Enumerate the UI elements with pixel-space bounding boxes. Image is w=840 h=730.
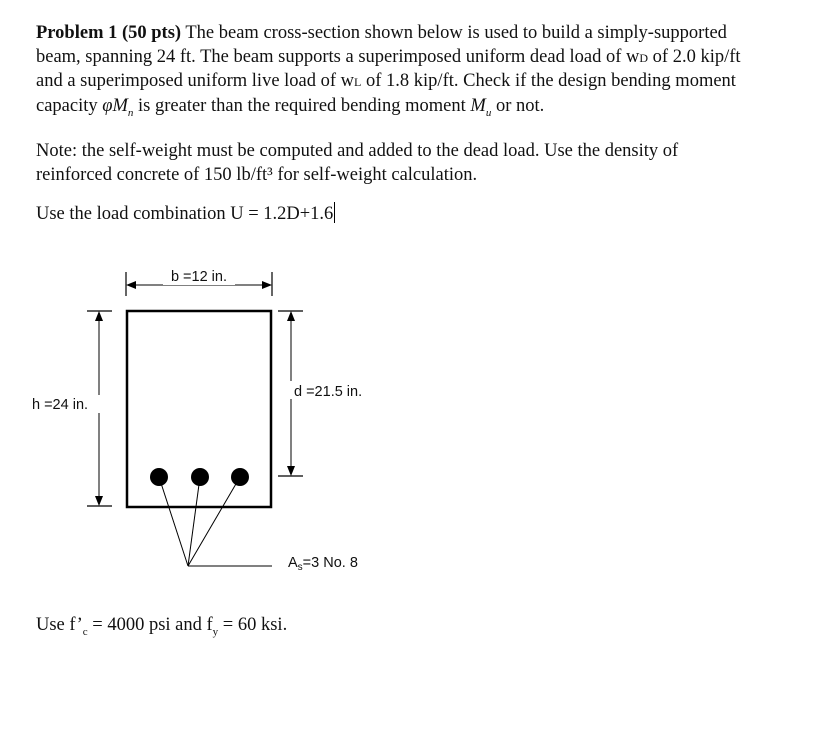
material-properties: Use $f’_c = 4000$ psi and $f_y = 60$ ksi. xyxy=(36,615,288,638)
rebar-leader-2 xyxy=(188,477,200,566)
h-label: h =24 in. xyxy=(32,397,89,413)
d-dim-arrow-top xyxy=(287,311,295,321)
rebar-leader-1 xyxy=(159,477,188,566)
b-label: b =12 in. xyxy=(170,269,228,285)
rebar-leader-3 xyxy=(188,477,240,566)
problem-title: Problem 1 (50 pts) xyxy=(36,23,182,43)
d-dim-arrow-bottom xyxy=(287,466,295,476)
load-combination: Use the load combination U = 1.2D+1.6 xyxy=(36,204,334,224)
self-weight-note: Note: the self-weight must be computed and added to the dead load. Use the density of reinforced concrete of 150 lb/ft³ for self-weight calculation. xyxy=(36,141,679,185)
b-dim-arrow-left xyxy=(126,281,136,289)
problem-statement: Problem 1 (50 pts) The beam cross-section shown below is used to build a simply-supported beam, spanning 24 ft. The beam supports a superimposed uniform dead load of wD of 2.0 kip/ft and a superimposed uniform live load of wL of 1.8 kip/ft. Check if the design bending moment capacity $\varphi M_n$ is greater than the required bending moment $M_u$ or not. xyxy=(36,23,741,119)
h-dim-arrow-bottom xyxy=(95,496,103,506)
h-dim-arrow-top xyxy=(95,311,103,321)
d-label: d =21.5 in. xyxy=(294,384,363,400)
as-label: $A_s=3$ No. 8 xyxy=(288,555,358,573)
b-dim-arrow-right xyxy=(262,281,272,289)
